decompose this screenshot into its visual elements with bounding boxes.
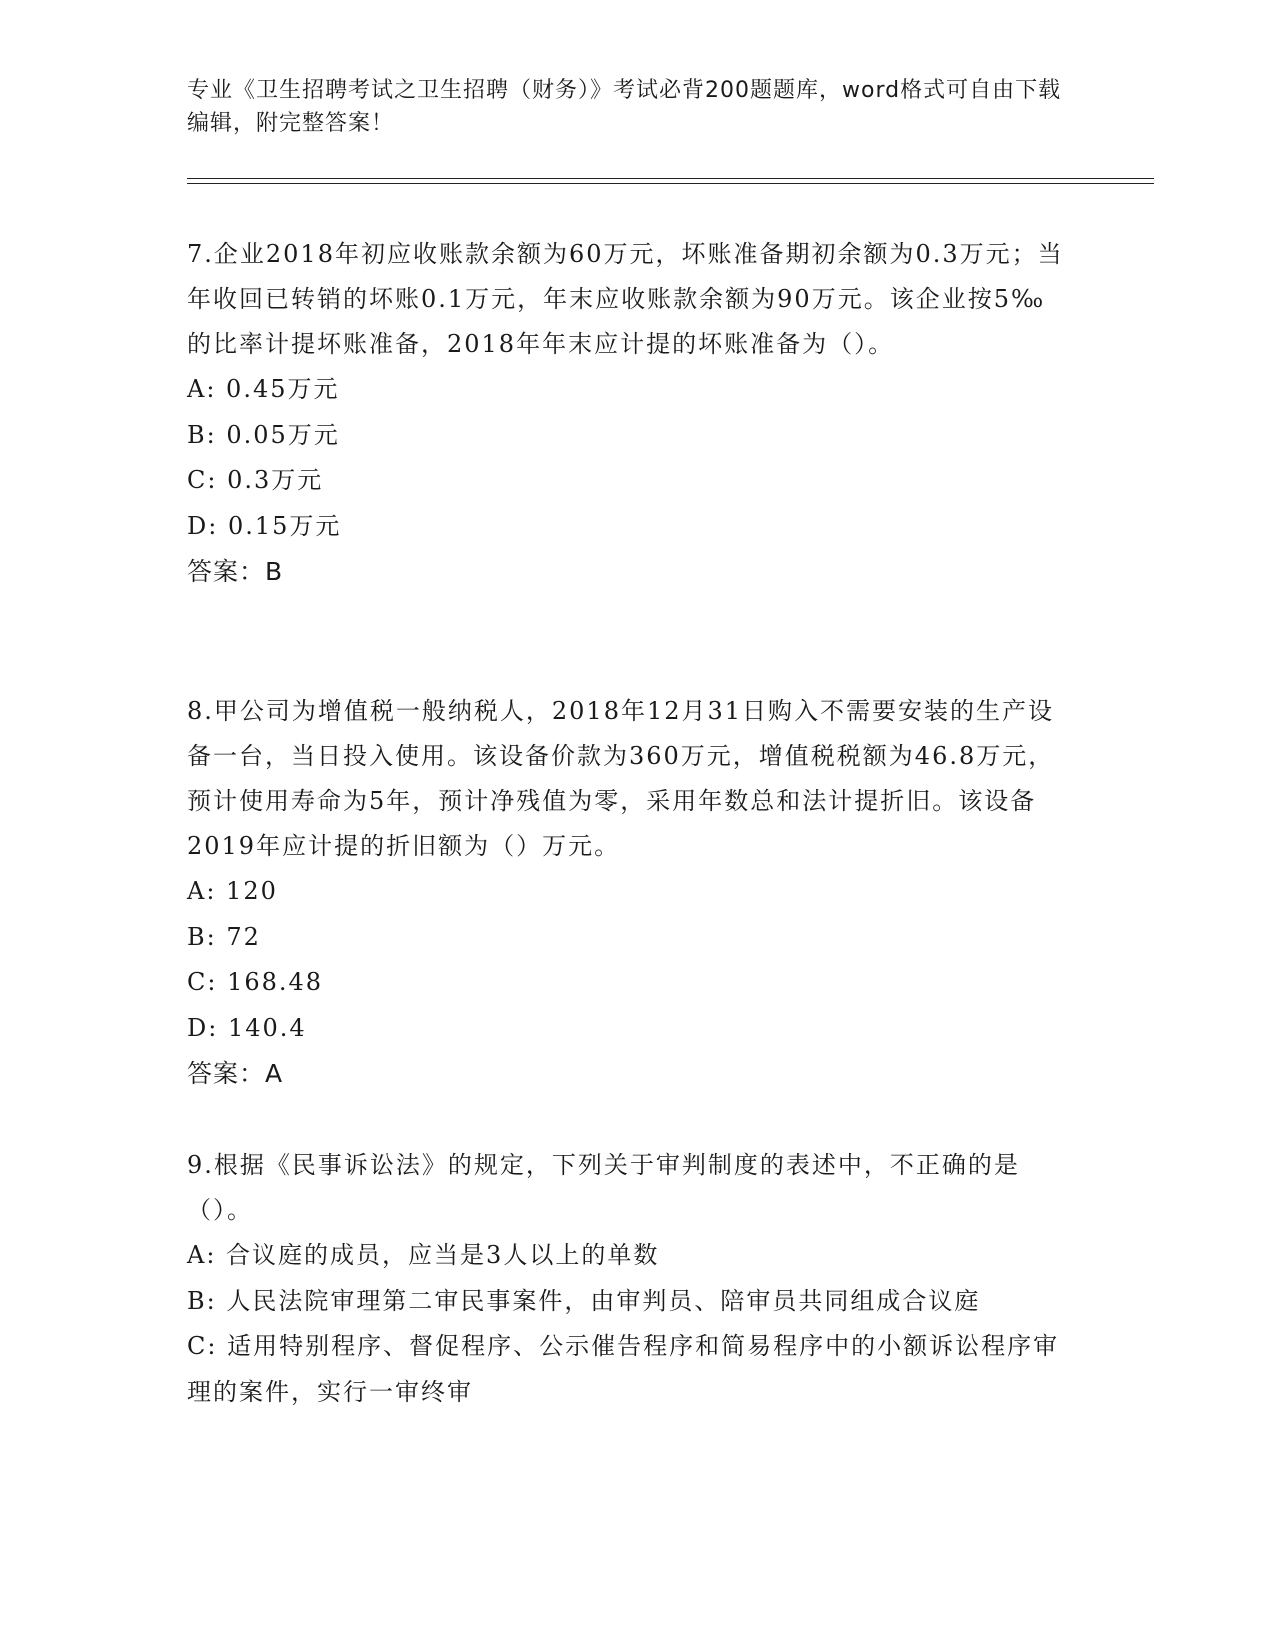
option-a: A: 120 (187, 877, 278, 905)
option-c: C: 0.3万元 (187, 466, 324, 494)
option-a: A: 0.45万元 (187, 375, 340, 403)
question-text: 9.根据《民事诉讼法》的规定，下列关于审判制度的表述中，不正确的是（）。 (187, 1151, 1020, 1224)
question-9 (187, 1143, 1067, 1415)
option-a: A: 合议庭的成员，应当是3人以上的单数 (187, 1241, 660, 1269)
question-7 (187, 232, 1067, 594)
question-text: 8.甲公司为增值税一般纳税人，2018年12月31日购入不需要安装的生产设备一台，当日投入使用。该设备价款为360万元，增值税税额为46.8万元，预计使用寿命为5年，预计净残值为零，采用年数总和法计提折旧。该设备2019年应计提的折旧额为（）万元。 (187, 697, 1055, 860)
header-divider-top (187, 178, 1154, 179)
question-8 (187, 689, 1067, 1096)
option-b: B: 0.05万元 (187, 420, 340, 449)
option-c: C: 168.48 (187, 968, 324, 996)
option-d: D: 0.15万元 (187, 511, 342, 540)
option-b: B: 72 (187, 922, 261, 951)
question-text: 7.企业2018年初应收账款余额为60万元，坏账准备期初余额为0.3万元；当年收回已转销的坏账0.1万元，年末应收账款余额为90万元。该企业按5‰的比率计提坏账准备，2018年年末应计提的坏账准备为（）。 (187, 240, 1064, 358)
option-c: C: 适用特别程序、督促程序、公示催告程序和简易程序中的小额诉讼程序审理的案件，实行一审终审 (187, 1332, 1060, 1406)
option-b: B: 人民法院审理第二审民事案件，由审判员、陪审员共同组成合议庭 (187, 1286, 981, 1315)
document-header (187, 74, 1067, 140)
option-d: D: 140.4 (187, 1013, 307, 1042)
header-text: 专业《卫生招聘考试之卫生招聘（财务）》考试必背200题题库，word格式可自由下载编辑，附完整答案！ (187, 78, 1062, 136)
answer-line: 答案：A (187, 1059, 284, 1088)
header-divider-bottom (187, 183, 1154, 184)
answer-line: 答案：B (187, 557, 284, 586)
